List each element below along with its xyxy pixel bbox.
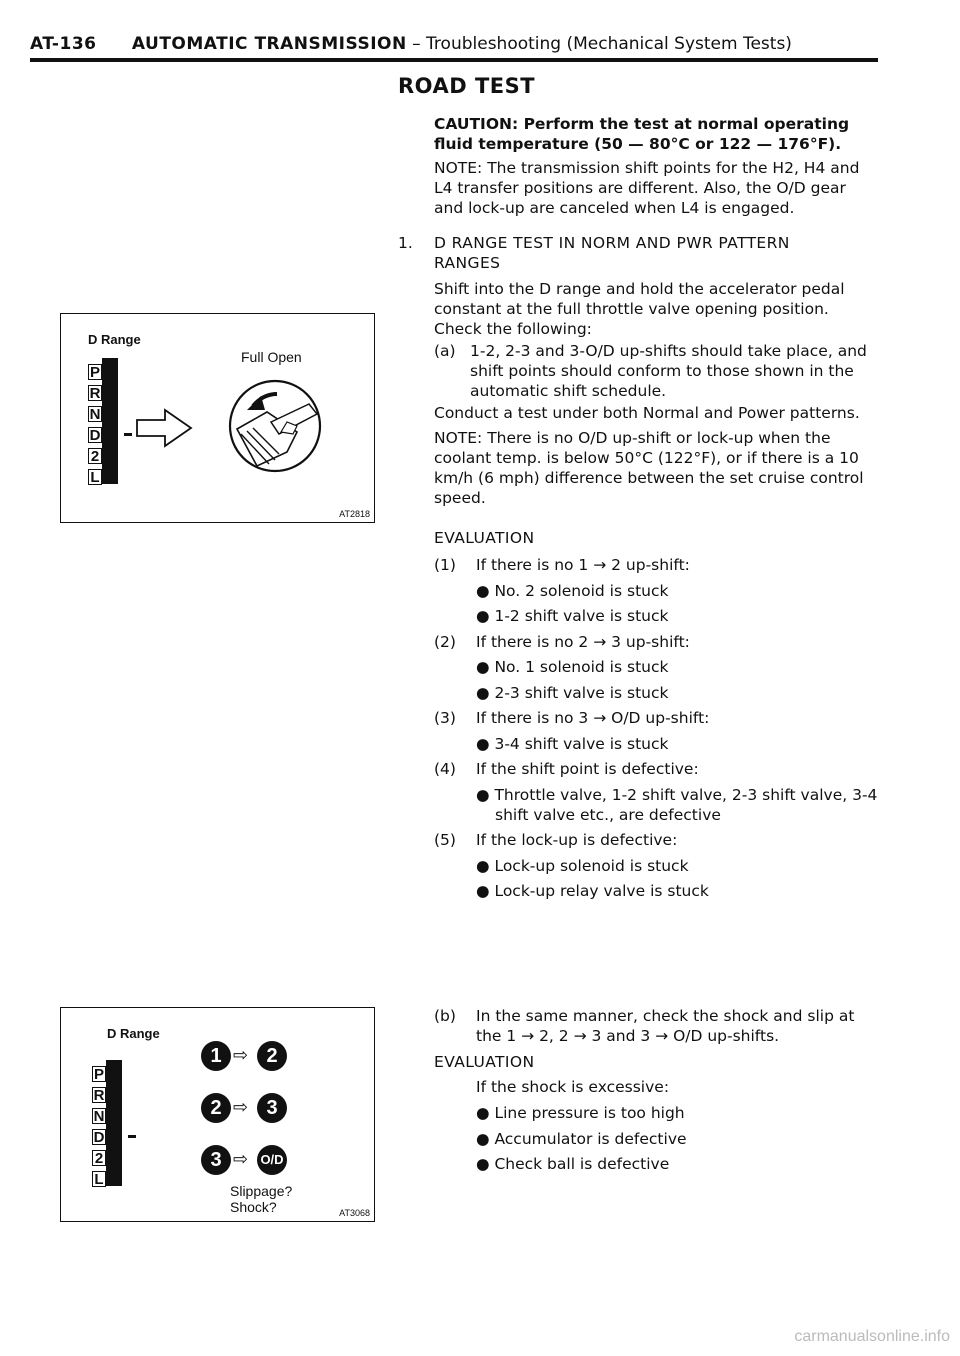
page-header	[30, 34, 878, 54]
shifter-letter-r: R	[93, 1087, 105, 1104]
shifter-letter-d: D	[89, 427, 101, 444]
shifter-letter-l: L	[92, 1171, 106, 1187]
slippage-label: Slippage?	[230, 1183, 293, 1199]
accelerator-pedal-icon	[227, 374, 323, 478]
figure-d-range-full-open	[60, 313, 375, 523]
item-b-label: (b)	[434, 1007, 456, 1025]
shifter-letter-p: P	[93, 1066, 104, 1083]
shifter-bar-2	[106, 1060, 122, 1186]
evaluation-heading-1: EVALUATION	[434, 529, 535, 547]
conduct-text: Conduct a test under both Normal and Power patterns.	[434, 404, 860, 422]
gear-2-badge: 2	[257, 1041, 287, 1071]
gear-od-badge: O/D	[257, 1145, 287, 1175]
shifter-letter-d: D	[93, 1129, 105, 1146]
right-arrow-icon	[135, 408, 195, 448]
gear-3-badge: 3	[201, 1145, 231, 1175]
shock-label: Shock?	[230, 1199, 277, 1215]
step-title-line-2: RANGES	[434, 254, 501, 272]
evaluation-bullet: ● Line pressure is too high	[476, 1104, 685, 1122]
step-title	[434, 233, 879, 273]
shifter-letter-p: P	[89, 364, 100, 381]
shifter-letter-2: 2	[92, 1150, 106, 1166]
evaluation-item-number: (5)	[434, 831, 456, 849]
step-number: 1.	[398, 234, 413, 252]
evaluation-item-number: (4)	[434, 760, 456, 778]
item-a-label: (a)	[434, 342, 456, 360]
note-text-2: NOTE: There is no O/D up-shift or lock-up when the coolant temp. is below 50°C (122°F), or if there is a 10 km/h (6 mph) difference between the set cruise control speed.	[434, 429, 864, 507]
figure-2-code: AT3068	[339, 1208, 370, 1218]
d-indicator-dash	[128, 1135, 136, 1138]
full-open-label: Full Open	[241, 349, 302, 365]
shift-arrow-icon: ⇨	[233, 1149, 249, 1170]
evaluation-item-text: If there is no 3 → O/D up-shift:	[476, 709, 710, 727]
figure-1-label: D Range	[88, 332, 141, 347]
gear-2-badge: 2	[201, 1093, 231, 1123]
evaluation-bullet: ● 3-4 shift valve is stuck	[476, 734, 669, 753]
shift-arrow-icon: ⇨	[233, 1045, 249, 1066]
evaluation-bullet: ● No. 1 solenoid is stuck	[476, 658, 669, 676]
step-check: Check the following:	[434, 320, 592, 338]
evaluation-item-text: If there is no 1 → 2 up-shift:	[476, 556, 690, 574]
header-rule	[30, 58, 878, 62]
shift-arrow-icon: ⇨	[233, 1097, 249, 1118]
page-code: AT-136	[30, 34, 97, 54]
page-subtitle: – Troubleshooting (Mechanical System Tests)	[406, 34, 792, 54]
evaluation-heading-2: EVALUATION	[434, 1053, 535, 1071]
evaluation-item-number: (2)	[434, 632, 456, 651]
shifter-gate	[88, 358, 118, 488]
evaluation-item-number: (3)	[434, 709, 456, 727]
caution-text: CAUTION: Perform the test at normal operating fluid temperature (50 — 80°C or 122 — 176°F).	[434, 115, 850, 153]
section-title: ROAD TEST	[398, 74, 536, 98]
evaluation-bullet: ● Throttle valve, 1-2 shift valve, 2-3 shift valve, 3-4 shift valve etc., are defective	[476, 785, 878, 824]
gear-3-badge: 3	[257, 1093, 287, 1123]
evaluation-item-number: (1)	[434, 556, 456, 574]
evaluation-item-text: If the shift point is defective:	[476, 760, 699, 778]
shifter-letter-r: R	[89, 385, 101, 402]
page-title: AUTOMATIC TRANSMISSION	[131, 34, 407, 54]
shifter-letter-l: L	[88, 469, 102, 485]
shifter-gate-2	[92, 1060, 122, 1190]
note-text-1: NOTE: The transmission shift points for the H2, H4 and L4 transfer positions are different. Also, the O/D gear and lock-up are canceled when L4 is engaged.	[434, 159, 860, 217]
evaluation-2-intro: If the shock is excessive:	[476, 1078, 670, 1096]
evaluation-bullet: ● Check ball is defective	[476, 1155, 670, 1173]
item-b-text: In the same manner, check the shock and slip at the 1 → 2, 2 → 3 and 3 → O/D up-shifts.	[476, 1007, 855, 1045]
gear-1-badge: 1	[201, 1041, 231, 1071]
shifter-letter-n: N	[89, 406, 101, 423]
shifter-bar	[102, 358, 118, 484]
step-intro: Shift into the D range and hold the accelerator pedal constant at the full throttle valve opening position.	[434, 280, 845, 318]
figure-2-label: D Range	[107, 1026, 160, 1041]
item-a-text: 1-2, 2-3 and 3-O/D up-shifts should take place, and shift points should conform to those shown in the automatic shift schedule.	[470, 342, 867, 400]
evaluation-bullet: ● 2-3 shift valve is stuck	[476, 683, 669, 702]
evaluation-bullet: ● Accumulator is defective	[476, 1129, 687, 1148]
evaluation-bullet: ● No. 2 solenoid is stuck	[476, 581, 669, 600]
evaluation-item-text: If there is no 2 → 3 up-shift:	[476, 632, 690, 651]
evaluation-bullet: ● Lock-up solenoid is stuck	[476, 856, 689, 875]
watermark: carmanualsonline.info	[794, 1328, 950, 1345]
evaluation-item-text: If the lock-up is defective:	[476, 831, 678, 849]
d-indicator-dash	[124, 433, 132, 436]
figure-d-range-shifts	[60, 1007, 375, 1222]
shifter-letter-2: 2	[88, 448, 102, 464]
evaluation-bullet: ● 1-2 shift valve is stuck	[476, 607, 669, 625]
step-title-line-1: D RANGE TEST IN NORM AND PWR PATTERN	[434, 234, 790, 252]
evaluation-bullet: ● Lock-up relay valve is stuck	[476, 882, 709, 900]
figure-1-code: AT2818	[339, 509, 370, 519]
shifter-letter-n: N	[93, 1108, 105, 1125]
